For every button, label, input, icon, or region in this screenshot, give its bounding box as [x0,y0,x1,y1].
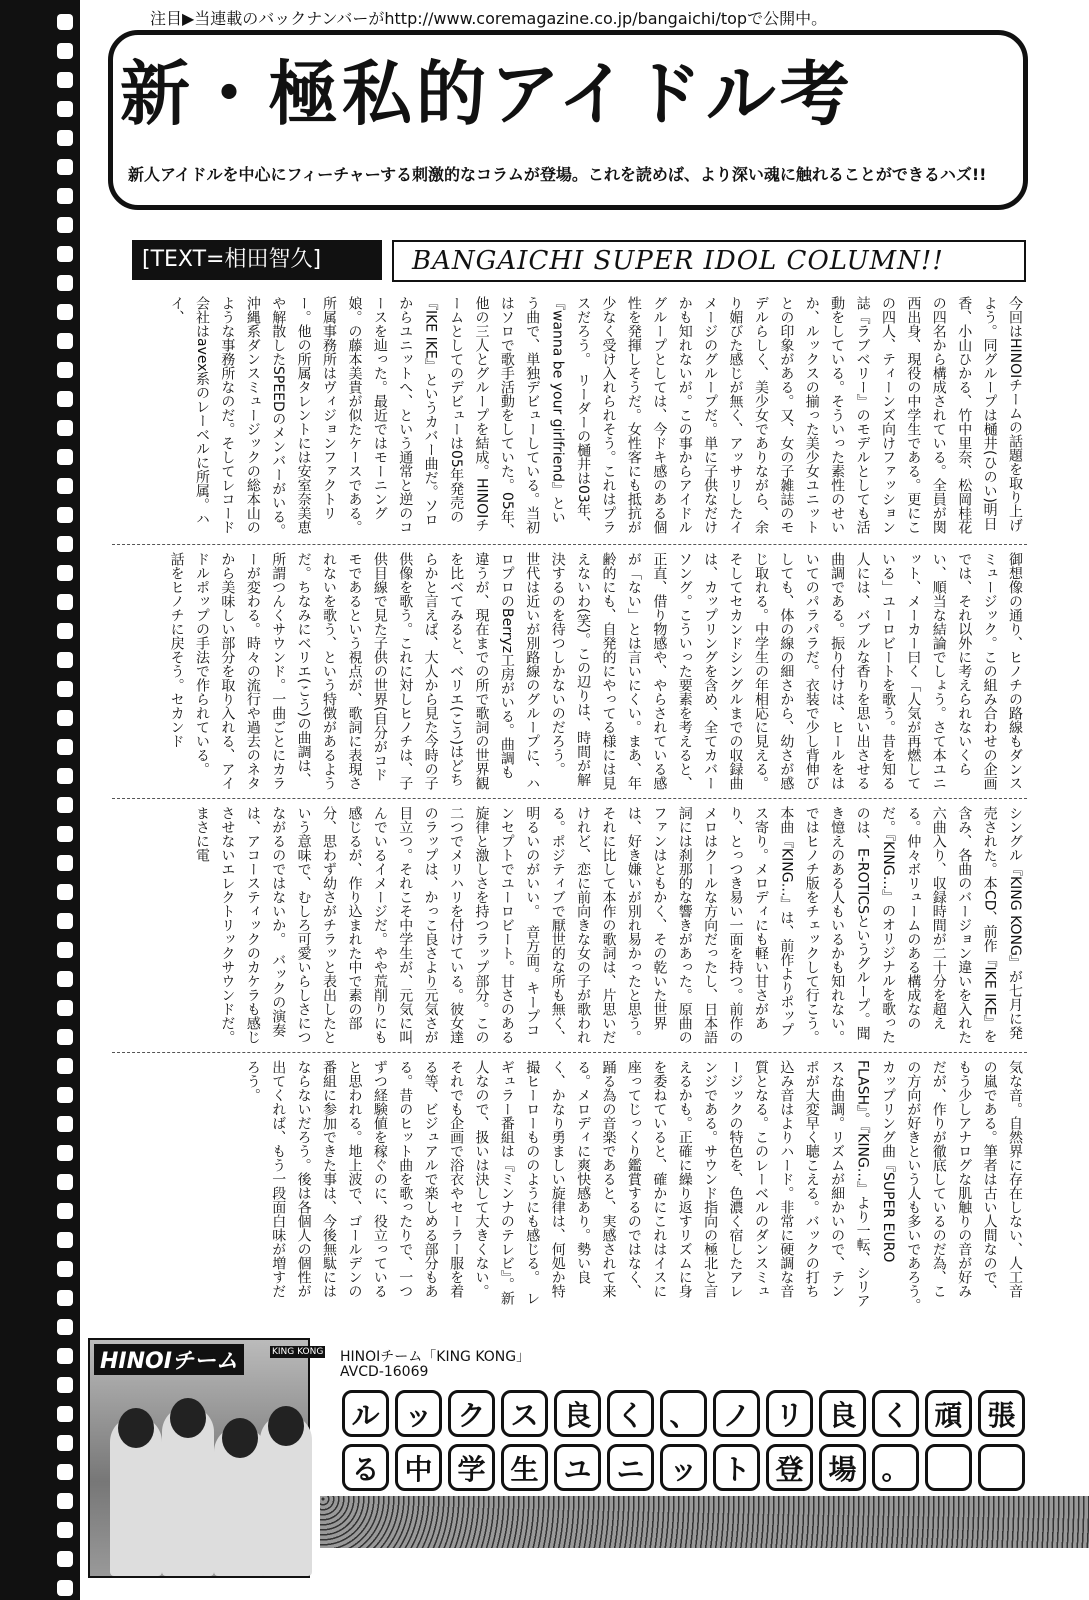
film-hole [57,507,73,523]
film-hole [57,333,73,349]
film-hole [57,797,73,813]
tagline-char: く [607,1390,654,1437]
article-text: 気な音。自然界に存在しない、人工音の嵐である。筆者は古い人間なので、もう少しアナログな肌触りの音が好みだが、作りが徹底しているのだ為、この方向が好きという人も多いであろう。 カップリング曲『SUPER EURO FLASH』。『KING…』より一転、シリアスな曲調。リズムが細かいので、テンポが大変早く聴こえる。バックの打ち込み音はよりハード。非常に硬調な音質となる。このレーベルのダンスミュージックの特色を、色濃く宿したアレンジである。サウンド指向の極北と言えるかも。正確に繰り返すリズムに身を委ねていると、確かにこれはイスに座ってじっくり鑑賞するのではなく、踊る為の音楽であると、実感されて来る。メロディに爽快感あり。勢い良く、かなり勇ましい旋律は、何処か特撮ヒーローもののようにも感じる。 レギュラー番組は『ミンナのテレビ』。新人なので、扱いは決して大きくない。それでも企画で浴衣やセーラー服を着る等、ビジュアルで楽しめる部分もある。昔のヒット曲を歌ったりで、一つずつ経験値を稼ぐのに、役立っていると思われる。地上波で、ゴールデンの番組に参加できた事は、今後無駄にはならないだろう。後は各個人の個性が出てくれば、もう一段面白味が増すだろう。 [244,1060,1023,1319]
film-hole [57,1203,73,1219]
tagline-char: ク [448,1390,495,1437]
film-hole [57,623,73,639]
film-hole [57,1377,73,1393]
article-text: 今回はHINOIチームの話題を取り上げよう。同グループは樋井(ひのい)明日香、小山ひかる、竹中里奈、松岡桂花の四名から構成されている。全員が関西出身、現役の中学生である。更にこの四人、ティーンズ向けファッション誌『ラブベリー』のモデルとしても活動をしている。そういった素性のせいか、ルックスの揃った美少女ユニットとの印象がある。又、女の子雑誌のモデルらしく、美少女でありながら、余り媚びた感じが無く、アッサリしたイメージのグループだ。単に子供なだけかも知れないが。この事からアイドルグループとしては、今ドキ感のある個性を発揮しそうだ。女性客にも抵抗が少なく受け入れられそう。これはプラスだろう。 リーダーの樋井は03年、『wanna be your girlfriend』という曲で、単独デビューしている。当初はソロで歌手活動をしていた。05年、他の三人とグループを結成。HINOIチームとしてのデビューは05年発売の『IKE IKE』というカバー曲だ。ソロからユニットへ、という通常と逆のコースを辿った。最近ではモーニング娘。の藤本美貴が似たケースである。 所属事務所はヴィジョンファクトリー。他の所属タレントには安室奈美恵や解散したSPEEDのメンバーがいる。沖縄系ダンスミュージックの総本山のような事務所なのだ。そしてレコード会社はavex系のレーベルに所属。ハイ、 [168,296,1023,541]
film-hole [57,710,73,726]
film-hole [57,130,73,146]
cd-caption-title: HINOIチーム「KING KONG」 [340,1349,531,1365]
author-credit: [TEXT=相田智久] [132,240,382,280]
film-hole [57,1261,73,1277]
film-hole [57,971,73,987]
tagline-char: 。 [872,1444,919,1491]
article-tier-4 [112,1060,1027,1319]
tagline-char: 中 [395,1444,442,1491]
tagline-char: ノ [713,1390,760,1437]
film-hole [57,159,73,175]
tagline-char [925,1444,972,1491]
film-hole [57,826,73,842]
film-hole [57,1551,73,1567]
article-tier-1 [112,296,1027,541]
film-hole [57,1435,73,1451]
tagline-char: 良 [554,1390,601,1437]
film-hole [57,913,73,929]
tier-divider [112,798,1027,799]
film-hole [57,72,73,88]
tier-divider [112,544,1027,545]
film-hole [57,1580,73,1596]
tagline-char: 良 [819,1390,866,1437]
tagline-char [978,1444,1025,1491]
film-hole [57,304,73,320]
film-hole [57,1464,73,1480]
film-hole [57,1493,73,1509]
tagline-row-1 [342,1390,1062,1437]
tagline-char: 頑 [925,1390,972,1437]
tagline-char: ユ [554,1444,601,1491]
tagline-row-2 [342,1444,1062,1491]
film-hole [57,884,73,900]
film-hole [57,478,73,494]
title-subtitle: 新人アイドルを中心にフィーチャーする刺激的なコラムが登場。これを読めば、より深い魂に触れることができるハズ!! [128,165,987,184]
tagline-char: ル [342,1390,389,1437]
article-text: シングル『KING KONG』が七月に発売された。本CD、前作『IKE IKE』を含み、各曲のバージョン違いを入れた六曲入り、収録時間が二十分を超える。仲々ボリュームのある構成なのだ。『KING…』のオリジナルを歌ったのは、E-ROTICSというグループ。聞き憶えのある人もいるかも知れない。ではヒノチ版をチェックして行こう。 本曲『KING…』は、前作よりポップス寄り。メロディにも軽い甘さがあり、とっつき易い一面を持つ。前作のメロはクールな方向だったし、日本語詞には刹那的な響きがあった。原曲のファンはともかく、その乾いた世界は、好き嫌いが別れ易かったと思う。それに比して本作の歌詞は、片思いだけれど、恋に前向きな女の子が歌われる。ポジティブで厭世的な所も無く、明るいのがいい。 音方面。キープコンセプトでユーロビート。甘さのある旋律と激しさを持つラップ部分。この二つでメリハリを付けている。彼女達のラップは、かっこ良さより元気さが目立つ。それこそ中学生が、元気に叫んでいるイメージだ。やや荒削りにも感じるが、作り込まれた中で素の部分、思わず幼さがチラッと表出したという意味で、むしろ可愛いらしさにつながるのではないか。 バックの演奏は、アコースティックのカケラも感じさせないエレクトリックサウンドだ。まさに電 [194,806,1023,1051]
film-hole [57,362,73,378]
film-hole [57,43,73,59]
film-hole [57,246,73,262]
film-hole [57,1058,73,1074]
tagline-char: 、 [660,1390,707,1437]
film-hole [57,391,73,407]
film-hole [57,855,73,871]
film-hole [57,1232,73,1248]
film-hole [57,565,73,581]
film-hole [57,1145,73,1161]
tagline-char: 学 [448,1444,495,1491]
cd-cover-photo [88,1338,324,1578]
film-hole [57,1319,73,1335]
film-hole [57,449,73,465]
article-text: 御想像の通り、ヒノチの路線もダンスミュージック。この組み合わせの企画では、それ以外に考えられないくらい、順当な結論でしょう。さて本ユニット、メーカー曰く「人気が再燃している」ユーロビートを歌う。昔を知る人には、バブルな香りを思い出させる曲調である。振り付けは、ヒールをはいてのパラパラだ。衣装で少し背伸びしても、体の線の細さから、幼さが感じ取れる。中学生の年相応に見える。そしてセカンドシングルまでの収録曲は、カップリングを含め、全てカバーソング。こういった要素を考えると、正直、借り物感や、やらされている感が「ない」とは言いにくい。まあ、年齢的にも、自発的にやってる様には見えないわ(笑)。この辺りは、時間が解決するのを待つしかないのだろう。 世代は近いが別路線のグループに、ハロプロのBerryz工房がいる。曲調も違うが、現在までの所で歌詞の世界観を比べてみると、ベリエ(こう)はどちらかと言えば、大人から見た今時の子供像を歌う。これに対しヒノチは、子供目線で見た子供の世界(自分がコドモであるという視点が、歌詞に表現されないを歌う、という特徴があるようだ。ちなみにベリエ(こう)の曲調は、所謂つんくサウンド。一曲ごとにカラーが変わる。時々の流行や過去のネタから美味しい部分を取り入れる、アイドルポップの手法で作られている。 話をヒノチに戻そう。セカンド [168,552,1023,790]
film-hole [57,1116,73,1132]
film-hole [57,14,73,30]
film-hole [57,217,73,233]
tagline-char: ッ [660,1444,707,1491]
tier-divider [112,1052,1027,1053]
film-hole [57,275,73,291]
tagline-char: く [872,1390,919,1437]
tagline-char: 登 [766,1444,813,1491]
film-hole [57,1522,73,1538]
page-title: 新・極私的アイドル考 [120,52,854,135]
film-hole [57,536,73,552]
film-strip-border [0,0,80,1600]
tagline-char: 張 [978,1390,1025,1437]
film-hole [57,420,73,436]
tagline-char: ス [501,1390,548,1437]
film-hole [57,1000,73,1016]
film-hole [57,1290,73,1306]
tagline-char: 生 [501,1444,548,1491]
film-hole [57,768,73,784]
article-tier-2 [112,552,1027,792]
tagline-char: ッ [395,1390,442,1437]
film-hole [57,1406,73,1422]
film-hole [57,1174,73,1190]
film-hole [57,739,73,755]
halftone-bar [320,1496,1089,1548]
film-hole [57,942,73,958]
film-hole [57,594,73,610]
film-hole [57,652,73,668]
tagline-char: ニ [607,1444,654,1491]
film-hole [57,1087,73,1103]
film-hole [57,681,73,697]
tagline-char: る [342,1444,389,1491]
cd-caption-catalog: AVCD-16069 [340,1364,429,1380]
top-note: 注目▶当連載のバックナンバーがhttp://www.coremagazine.co.jp/bangaichi/topで公開中。 [150,9,828,28]
film-hole [57,101,73,117]
tagline-char: 場 [819,1444,866,1491]
cd-cover-subtitle: KING KONG [272,1347,324,1357]
tagline-char: リ [766,1390,813,1437]
column-name: BANGAICHI SUPER IDOL COLUMN!! [392,240,1026,282]
article-tier-3 [112,806,1027,1051]
tagline-char: ト [713,1444,760,1491]
film-hole [57,188,73,204]
cd-cover-title: HINOIチーム [94,1344,244,1375]
film-hole [57,1029,73,1045]
film-hole [57,1348,73,1364]
